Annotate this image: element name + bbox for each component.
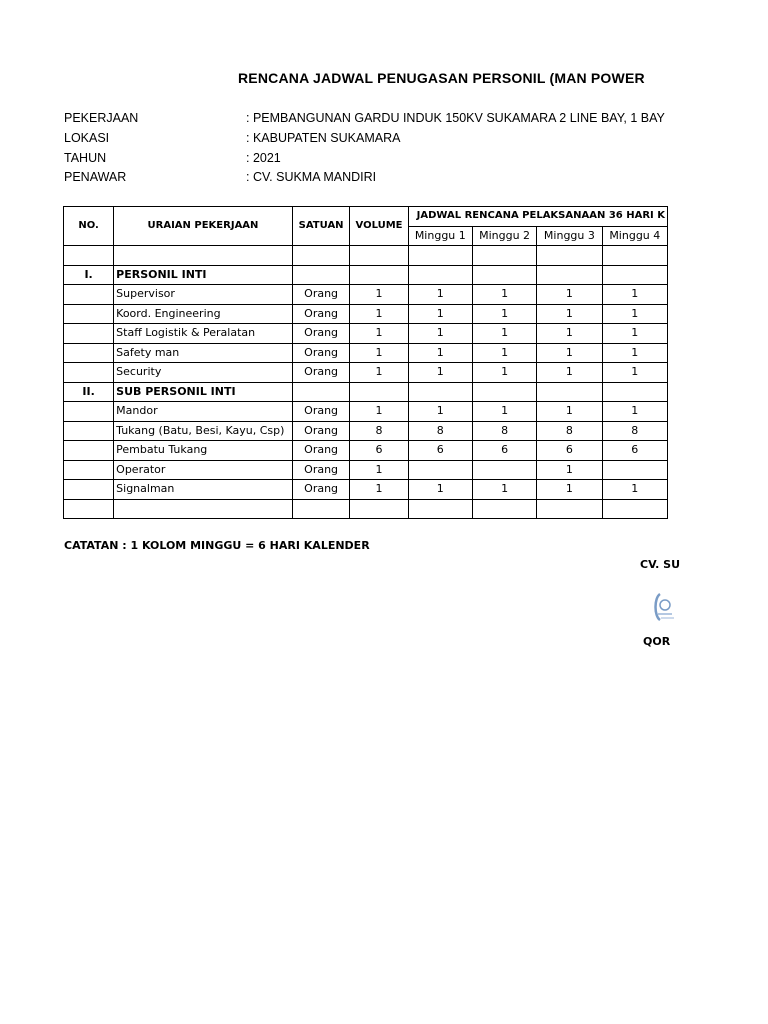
schedule-table (63, 206, 668, 519)
cell-volume: 1 (350, 363, 408, 383)
cell-week-4: 1 (602, 285, 667, 305)
cell-week-4: 1 (602, 304, 667, 324)
cell-satuan: Orang (292, 363, 350, 383)
cell-no (64, 480, 114, 500)
cell-week-4 (602, 265, 667, 285)
cell-week-1: 6 (408, 441, 472, 461)
info-value: : 2021 (246, 151, 281, 165)
cell-week-4 (602, 246, 667, 266)
cell-volume: 1 (350, 402, 408, 422)
cell-uraian: PERSONIL INTI (114, 265, 293, 285)
cell-volume: 1 (350, 343, 408, 363)
cell-uraian: Mandor (114, 402, 293, 422)
cell-no (64, 441, 114, 461)
header-no: NO. (64, 207, 114, 246)
cell-no (64, 402, 114, 422)
cell-week-2: 1 (472, 304, 536, 324)
cell-week-2: 8 (472, 421, 536, 441)
catatan-note: CATATAN : 1 KOLOM MINGGU = 6 HARI KALENDER (64, 539, 370, 552)
table-row (64, 480, 668, 500)
cell-uraian: Safety man (114, 343, 293, 363)
cell-week-4: 6 (602, 441, 667, 461)
cell-satuan (292, 265, 350, 285)
info-pekerjaan (64, 111, 665, 125)
header-week-1: Minggu 1 (408, 226, 472, 246)
cell-week-3: 1 (537, 363, 602, 383)
cell-week-3 (537, 246, 602, 266)
company-name: CV. SU (640, 558, 681, 571)
cell-week-1: 1 (408, 324, 472, 344)
cell-week-3: 1 (537, 402, 602, 422)
cell-volume (350, 499, 408, 519)
table-row (64, 363, 668, 383)
cell-uraian: Signalman (114, 480, 293, 500)
header-week-3: Minggu 3 (537, 226, 602, 246)
cell-uraian: Staff Logistik & Peralatan (114, 324, 293, 344)
cell-week-1 (408, 499, 472, 519)
cell-week-1: 1 (408, 480, 472, 500)
cell-no (64, 363, 114, 383)
cell-week-1 (408, 246, 472, 266)
cell-volume: 1 (350, 460, 408, 480)
table-row (64, 343, 668, 363)
cell-week-3: 1 (537, 460, 602, 480)
info-value: : CV. SUKMA MANDIRI (246, 170, 377, 184)
cell-volume: 8 (350, 421, 408, 441)
cell-satuan: Orang (292, 402, 350, 422)
cell-week-2: 1 (472, 402, 536, 422)
cell-week-1: 1 (408, 285, 472, 305)
cell-satuan: Orang (292, 324, 350, 344)
cell-week-2: 1 (472, 324, 536, 344)
cell-week-2 (472, 265, 536, 285)
cell-no (64, 304, 114, 324)
cell-week-4 (602, 382, 667, 402)
cell-satuan: Orang (292, 343, 350, 363)
cell-week-4 (602, 460, 667, 480)
cell-week-4: 1 (602, 480, 667, 500)
cell-week-3: 1 (537, 480, 602, 500)
cell-uraian: Supervisor (114, 285, 293, 305)
cell-no (64, 343, 114, 363)
header-week-2: Minggu 2 (472, 226, 536, 246)
cell-no (64, 499, 114, 519)
cell-volume (350, 265, 408, 285)
cell-week-2: 1 (472, 363, 536, 383)
cell-week-1: 1 (408, 343, 472, 363)
cell-week-1 (408, 460, 472, 480)
table-row (64, 285, 668, 305)
info-value: : PEMBANGUNAN GARDU INDUK 150KV SUKAMARA 2 LINE BAY, 1 BAY (246, 111, 665, 125)
cell-satuan: Orang (292, 480, 350, 500)
cell-week-2 (472, 382, 536, 402)
table-row (64, 441, 668, 461)
cell-satuan: Orang (292, 304, 350, 324)
header-jadwal: JADWAL RENCANA PELAKSANAAN 36 HARI K (408, 207, 667, 227)
cell-uraian: Tukang (Batu, Besi, Kayu, Csp) (114, 421, 293, 441)
cell-volume (350, 382, 408, 402)
cell-week-4: 8 (602, 421, 667, 441)
cell-week-3: 1 (537, 343, 602, 363)
info-penawar (64, 170, 377, 184)
header-volume: VOLUME (350, 207, 408, 246)
info-value: : KABUPATEN SUKAMARA (246, 131, 401, 145)
cell-week-4: 1 (602, 402, 667, 422)
cell-week-3 (537, 265, 602, 285)
cell-volume: 1 (350, 285, 408, 305)
cell-week-1 (408, 265, 472, 285)
table-row (64, 246, 668, 266)
cell-week-2: 6 (472, 441, 536, 461)
cell-week-3: 8 (537, 421, 602, 441)
cell-week-2 (472, 246, 536, 266)
cell-no (64, 246, 114, 266)
signer-name: QOR (643, 635, 671, 648)
cell-week-2: 1 (472, 480, 536, 500)
cell-week-4: 1 (602, 324, 667, 344)
cell-satuan: Orang (292, 421, 350, 441)
cell-uraian: Operator (114, 460, 293, 480)
info-label: PENAWAR (64, 170, 127, 184)
document-title: RENCANA JADWAL PENUGASAN PERSONIL (MAN POWER (238, 70, 645, 86)
cell-satuan (292, 499, 350, 519)
cell-volume: 1 (350, 480, 408, 500)
cell-week-3 (537, 382, 602, 402)
cell-no (64, 460, 114, 480)
cell-satuan: Orang (292, 285, 350, 305)
info-label: TAHUN (64, 151, 107, 165)
cell-week-2: 1 (472, 343, 536, 363)
cell-satuan: Orang (292, 441, 350, 461)
cell-uraian: SUB PERSONIL INTI (114, 382, 293, 402)
cell-week-3 (537, 499, 602, 519)
cell-no (64, 285, 114, 305)
table-row (64, 382, 668, 402)
cell-uraian: Security (114, 363, 293, 383)
cell-volume: 1 (350, 324, 408, 344)
cell-volume: 1 (350, 304, 408, 324)
cell-satuan: Orang (292, 460, 350, 480)
schedule-body (64, 246, 668, 519)
cell-week-1: 1 (408, 304, 472, 324)
header-satuan: SATUAN (292, 207, 350, 246)
cell-satuan (292, 246, 350, 266)
cell-uraian: Pembatu Tukang (114, 441, 293, 461)
info-label: LOKASI (64, 131, 110, 145)
cell-week-1: 8 (408, 421, 472, 441)
table-row (64, 324, 668, 344)
table-row (64, 421, 668, 441)
cell-no: I. (64, 265, 114, 285)
cell-week-3: 1 (537, 324, 602, 344)
cell-uraian: Koord. Engineering (114, 304, 293, 324)
info-tahun (64, 151, 281, 165)
table-row (64, 402, 668, 422)
cell-week-1: 1 (408, 402, 472, 422)
cell-week-2 (472, 499, 536, 519)
header-uraian: URAIAN PEKERJAAN (114, 207, 293, 246)
cell-week-4: 1 (602, 363, 667, 383)
table-row (64, 460, 668, 480)
cell-week-2: 1 (472, 285, 536, 305)
cell-week-3: 1 (537, 285, 602, 305)
company-stamp-icon (652, 590, 682, 624)
cell-week-3: 1 (537, 304, 602, 324)
table-row (64, 304, 668, 324)
cell-week-4 (602, 499, 667, 519)
cell-week-3: 6 (537, 441, 602, 461)
cell-volume: 6 (350, 441, 408, 461)
cell-volume (350, 246, 408, 266)
cell-no (64, 324, 114, 344)
table-row (64, 265, 668, 285)
cell-week-4: 1 (602, 343, 667, 363)
cell-week-1: 1 (408, 363, 472, 383)
table-row (64, 499, 668, 519)
cell-no (64, 421, 114, 441)
cell-week-1 (408, 382, 472, 402)
cell-week-2 (472, 460, 536, 480)
cell-satuan (292, 382, 350, 402)
info-lokasi (64, 131, 401, 145)
cell-no: II. (64, 382, 114, 402)
info-label: PEKERJAAN (64, 111, 139, 125)
cell-uraian (114, 499, 293, 519)
cell-uraian (114, 246, 293, 266)
header-week-4: Minggu 4 (602, 226, 667, 246)
